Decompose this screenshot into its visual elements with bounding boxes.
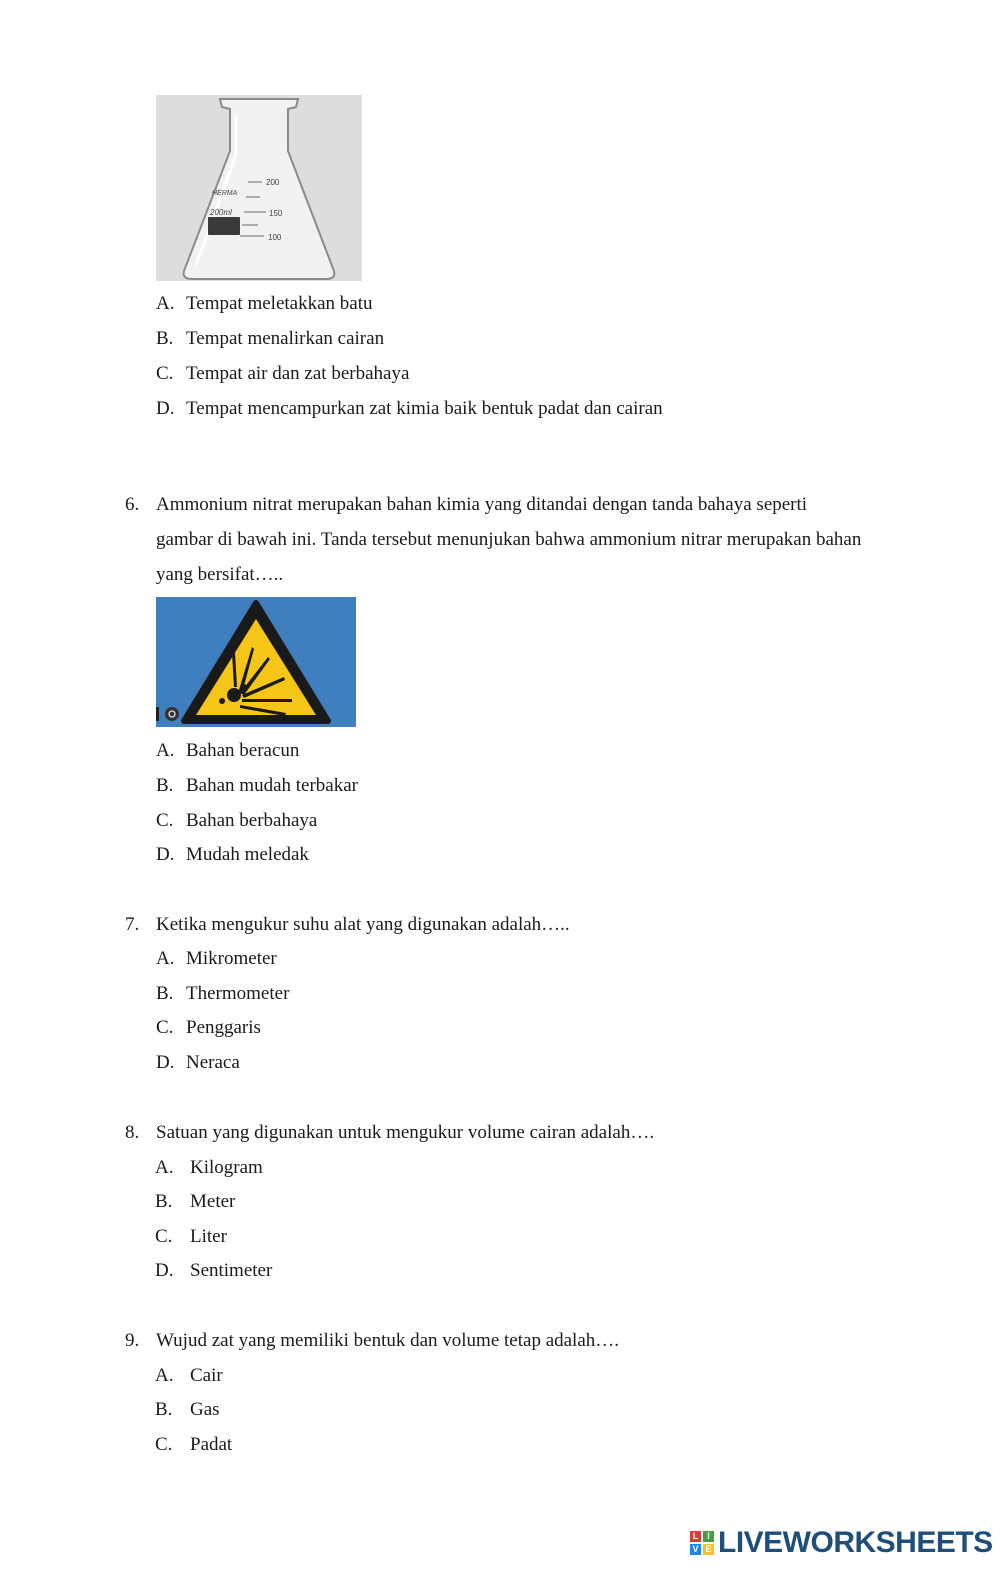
svg-text:100: 100 (268, 233, 282, 242)
q6-question-line-2: gambar di bawah ini. Tanda tersebut menunjukan bahwa ammonium nitrar merupakan bahan (156, 529, 862, 550)
q8-number: 8. (125, 1122, 140, 1143)
logo-square-i: I (703, 1531, 714, 1542)
q8-option-d-letter: D. (155, 1260, 174, 1281)
q5-option-c[interactable]: Tempat air dan zat berbahaya (186, 363, 410, 384)
svg-text:150: 150 (269, 209, 283, 218)
logo-square-l: L (690, 1531, 701, 1542)
q7-question: Ketika mengukur suhu alat yang digunakan adalah….. (156, 914, 570, 935)
q7-option-b[interactable]: Thermometer (186, 983, 290, 1004)
q8-option-c[interactable]: Liter (190, 1226, 227, 1247)
erlenmeyer-flask-image (156, 95, 362, 281)
q7-option-b-letter: B. (156, 983, 174, 1004)
q5-option-c-letter: C. (156, 363, 174, 384)
q9-option-a[interactable]: Cair (190, 1365, 223, 1386)
q9-number: 9. (125, 1330, 140, 1351)
q8-option-d[interactable]: Sentimeter (190, 1260, 273, 1281)
q9-question: Wujud zat yang memiliki bentuk dan volume tetap adalah…. (156, 1330, 620, 1351)
q7-option-c[interactable]: Penggaris (186, 1017, 261, 1038)
logo-text: LIVEWORKSHEETS (718, 1526, 993, 1559)
q6-question-line-1: Ammonium nitrat merupakan bahan kimia yang ditandai dengan tanda bahaya seperti (156, 494, 808, 515)
logo-square-e: E (703, 1544, 714, 1555)
q8-option-b[interactable]: Meter (190, 1191, 236, 1212)
q5-option-b-letter: B. (156, 328, 174, 349)
q6-option-c-letter: C. (156, 810, 174, 831)
q6-option-a[interactable]: Bahan beracun (186, 740, 300, 761)
q7-option-a[interactable]: Mikrometer (186, 948, 277, 969)
logo-squares-icon (690, 1531, 714, 1555)
q8-option-c-letter: C. (155, 1226, 173, 1247)
q7-option-d-letter: D. (156, 1052, 175, 1073)
q7-option-c-letter: C. (156, 1017, 174, 1038)
q5-option-b[interactable]: Tempat menalirkan cairan (186, 328, 385, 349)
liveworksheets-logo[interactable] (690, 1526, 993, 1560)
svg-text:HERMA: HERMA (212, 190, 238, 197)
q5-option-d-letter: D. (156, 398, 175, 419)
q9-option-c[interactable]: Padat (190, 1434, 233, 1455)
q9-option-b-letter: B. (155, 1399, 173, 1420)
q8-option-a[interactable]: Kilogram (190, 1157, 263, 1178)
q5-option-d[interactable]: Tempat mencampurkan zat kimia baik bentuk padat dan cairan (186, 398, 663, 419)
q5-option-a[interactable]: Tempat meletakkan batu (186, 293, 373, 314)
q7-number: 7. (125, 914, 140, 935)
q5-option-a-letter: A. (156, 293, 175, 314)
q6-number: 6. (125, 494, 140, 515)
q7-option-a-letter: A. (156, 948, 175, 969)
q6-option-b[interactable]: Bahan mudah terbakar (186, 775, 358, 796)
svg-text:200ml: 200ml (210, 208, 232, 217)
q6-option-c[interactable]: Bahan berbahaya (186, 810, 318, 831)
q8-option-a-letter: A. (155, 1157, 174, 1178)
q6-option-a-letter: A. (156, 740, 175, 761)
q6-option-d[interactable]: Mudah meledak (186, 844, 309, 865)
q8-question: Satuan yang digunakan untuk mengukur volume cairan adalah…. (156, 1122, 655, 1143)
q6-question-line-3: yang bersifat….. (156, 564, 284, 585)
q8-option-b-letter: B. (155, 1191, 173, 1212)
q6-option-b-letter: B. (156, 775, 174, 796)
q9-option-b[interactable]: Gas (190, 1399, 220, 1420)
logo-square-v: V (690, 1544, 701, 1555)
svg-text:200: 200 (266, 178, 280, 187)
q6-option-d-letter: D. (156, 844, 175, 865)
explosive-hazard-sign-image (156, 597, 356, 727)
q9-option-c-letter: C. (155, 1434, 173, 1455)
q9-option-a-letter: A. (155, 1365, 174, 1386)
q7-option-d[interactable]: Neraca (186, 1052, 240, 1073)
